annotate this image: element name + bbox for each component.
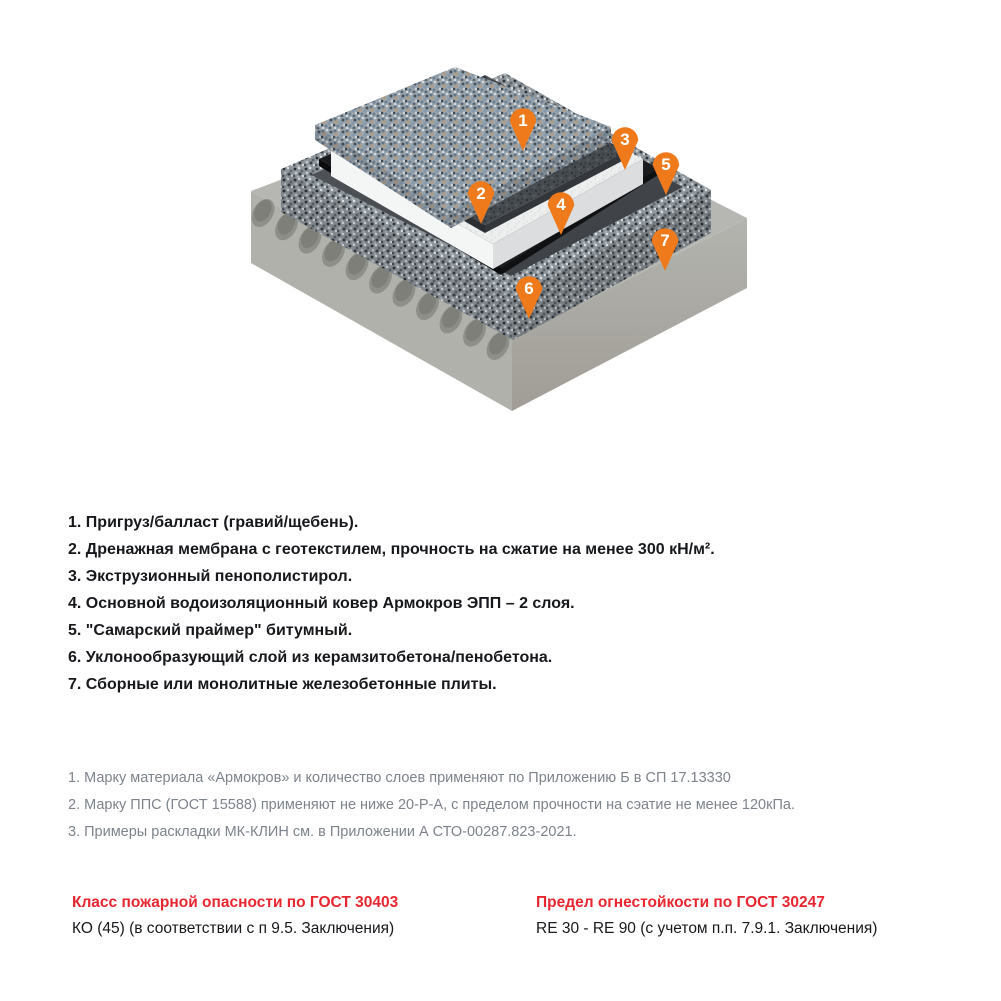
layers-legend (68, 509, 715, 698)
svg-text:5: 5 (661, 155, 671, 174)
roof-layers-diagram (249, 57, 761, 425)
fire-hazard-class-title: Класс пожарной опасности по ГОСТ 30403 (72, 894, 399, 911)
fire-hazard-class-value: КО (45) (в соответствии с п 9.5. Заключения) (72, 920, 395, 937)
svg-text:2: 2 (476, 184, 486, 203)
fire-resistance-block (536, 894, 877, 938)
fire-hazard-class-block (72, 894, 398, 938)
footnote-2: 2. Марку ППС (ГОСТ 15588) применяют не ниже 20-Р-А, с пределом прочности на сэатие не менее 120кПа. (68, 797, 795, 813)
svg-text:4: 4 (556, 195, 566, 214)
legend-item-4: 4. Основной водоизоляционный ковер Армокров ЭПП – 2 слоя. (68, 595, 575, 612)
svg-text:6: 6 (524, 279, 534, 298)
legend-item-3: 3. Экструзионный пенополистирол. (68, 568, 353, 585)
svg-text:3: 3 (620, 130, 630, 149)
footnote-3: 3. Примеры раскладки МК-КЛИН см. в Приложении А СТО-00287.823-2021. (68, 824, 577, 840)
legend-item-1: 1. Пригруз/балласт (гравий/щебень). (68, 514, 359, 531)
roof-layers-svg (249, 57, 761, 425)
fire-resistance-title: Предел огнестойкости по ГОСТ 30247 (536, 894, 825, 911)
legend-item-5: 5. "Самарский праймер" битумный. (68, 622, 353, 639)
legend-item-2: 2. Дренажная мембрана с геотекстилем, прочность на сжатие на менее 300 кН/м². (68, 541, 715, 558)
svg-text:1: 1 (518, 111, 528, 130)
footnotes (68, 765, 795, 846)
legend-item-7: 7. Сборные или монолитные железобетонные плиты. (68, 676, 497, 693)
fire-resistance-value: RE 30 - RE 90 (с учетом п.п. 7.9.1. Заключения) (536, 920, 878, 937)
svg-text:7: 7 (660, 231, 670, 250)
legend-item-6: 6. Уклонообразующий слой из керамзитобетона/пенобетона. (68, 649, 553, 666)
footnote-1: 1. Марку материала «Армокров» и количество слоев применяют по Приложению Б в СП 17.13330 (68, 770, 731, 786)
